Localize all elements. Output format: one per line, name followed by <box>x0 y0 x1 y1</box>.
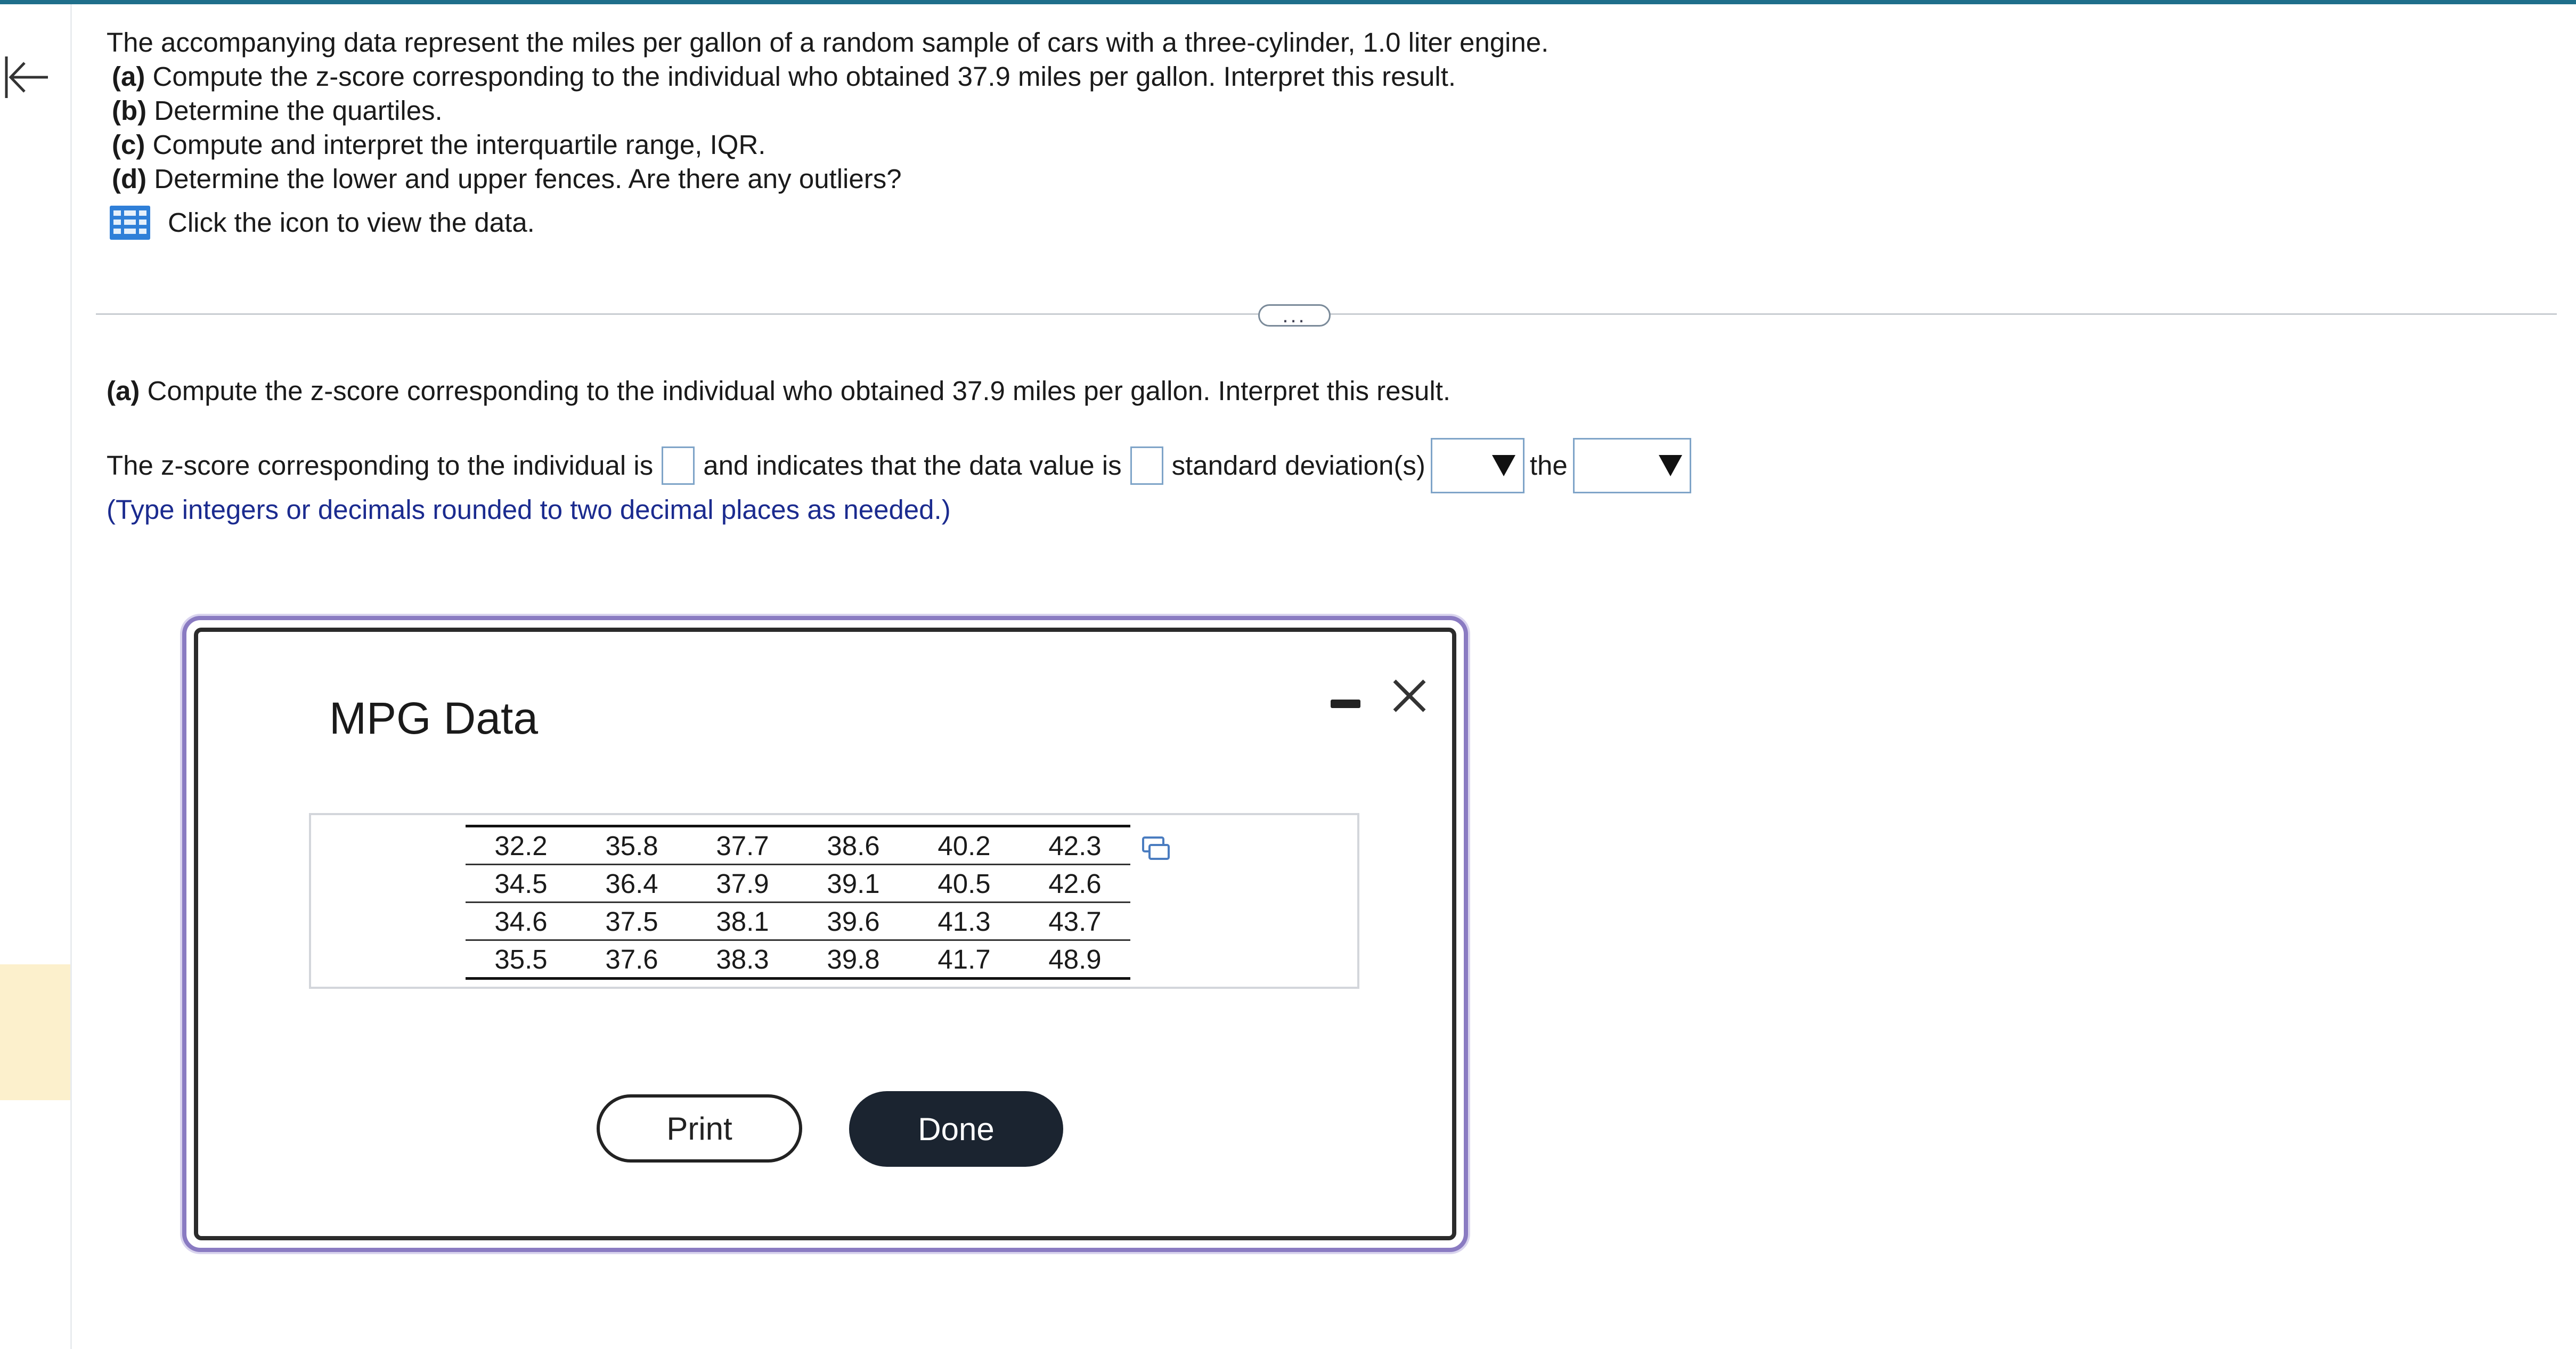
answer-text-2: and indicates that the data value is <box>703 450 1122 481</box>
table-cell: 37.5 <box>576 903 687 940</box>
data-grid-icon[interactable] <box>109 205 151 240</box>
view-data-link[interactable] <box>109 205 535 240</box>
chevron-down-icon <box>1659 455 1682 476</box>
problem-intro: The accompanying data represent the miles per gallon of a random sample of cars with a three-cylinder, 1.0 liter engine. <box>107 27 1549 58</box>
answer-line <box>107 438 1697 493</box>
table-cell: 37.7 <box>687 826 798 865</box>
side-highlight-tab[interactable] <box>0 964 70 1100</box>
question-part-a: (a) Compute the z-score corresponding to the individual who obtained 37.9 miles per gallon. Interpret this result. <box>107 376 1451 406</box>
table-cell: 43.7 <box>1020 903 1130 940</box>
table-row <box>466 903 1130 940</box>
direction-dropdown[interactable] <box>1431 438 1525 493</box>
table-cell: 38.3 <box>687 940 798 979</box>
copy-icon[interactable] <box>1141 835 1171 862</box>
table-cell: 48.9 <box>1020 940 1130 979</box>
table-cell: 39.8 <box>798 940 909 979</box>
chevron-down-icon <box>1492 455 1515 476</box>
table-cell: 37.6 <box>576 940 687 979</box>
table-cell: 39.6 <box>798 903 909 940</box>
answer-text-4: the <box>1529 450 1568 481</box>
table-cell: 41.3 <box>909 903 1020 940</box>
problem-part-d: (d) Determine the lower and upper fences. Are there any outliers? <box>112 164 902 194</box>
problem-part-c: (c) Compute and interpret the interquartile range, IQR. <box>112 129 766 160</box>
table-cell: 40.5 <box>909 865 1020 903</box>
zscore-input[interactable] <box>662 446 695 485</box>
back-icon[interactable] <box>2 53 50 101</box>
minimize-icon <box>1331 700 1360 708</box>
close-icon[interactable] <box>1387 673 1432 718</box>
reference-dropdown[interactable] <box>1573 438 1691 493</box>
table-cell: 42.6 <box>1020 865 1130 903</box>
table-cell: 34.6 <box>466 903 576 940</box>
minimize-button[interactable] <box>1330 688 1362 720</box>
table-row <box>466 865 1130 903</box>
table-cell: 32.2 <box>466 826 576 865</box>
more-button[interactable]: ... <box>1258 304 1331 327</box>
answer-hint: (Type integers or decimals rounded to two decimal places as needed.) <box>107 494 951 525</box>
print-button[interactable]: Print <box>597 1094 802 1163</box>
table-cell: 34.5 <box>466 865 576 903</box>
dialog-frame <box>194 628 1456 1240</box>
data-table-frame <box>309 813 1359 989</box>
table-cell: 37.9 <box>687 865 798 903</box>
table-cell: 35.8 <box>576 826 687 865</box>
done-button[interactable]: Done <box>849 1091 1063 1167</box>
left-panel-divider <box>70 4 72 1349</box>
answer-text-1: The z-score corresponding to the individual is <box>107 450 654 481</box>
table-cell: 40.2 <box>909 826 1020 865</box>
dialog-title: MPG Data <box>329 693 539 743</box>
table-row <box>466 940 1130 979</box>
mpg-data-dialog <box>186 620 1464 1248</box>
top-bar <box>0 0 2576 4</box>
view-data-text[interactable]: Click the icon to view the data. <box>168 207 535 238</box>
table-cell: 38.1 <box>687 903 798 940</box>
table-cell: 38.6 <box>798 826 909 865</box>
problem-statement <box>107 26 1548 196</box>
table-cell: 41.7 <box>909 940 1020 979</box>
problem-part-b: (b) Determine the quartiles. <box>112 95 443 126</box>
answer-text-3: standard deviation(s) <box>1171 450 1425 481</box>
table-row <box>466 826 1130 865</box>
table-cell: 36.4 <box>576 865 687 903</box>
table-cell: 42.3 <box>1020 826 1130 865</box>
sd-input[interactable] <box>1130 446 1163 485</box>
problem-part-a: (a) Compute the z-score corresponding to the individual who obtained 37.9 miles per gallon. Interpret this result. <box>112 61 1456 92</box>
table-cell: 39.1 <box>798 865 909 903</box>
table-cell: 35.5 <box>466 940 576 979</box>
mpg-data-table <box>466 825 1130 980</box>
